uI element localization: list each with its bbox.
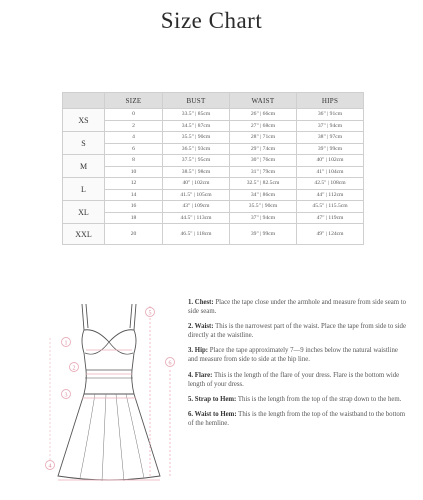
size-group-label: M — [63, 155, 105, 178]
table-cell: 6 — [105, 143, 163, 155]
table-cell: 32.5" | 82.5cm — [230, 178, 297, 190]
table-cell: 27" | 68cm — [230, 120, 297, 132]
table-cell: 4 — [105, 132, 163, 144]
table-cell: 28" | 71cm — [230, 132, 297, 144]
table-cell: 41" | 104cm — [297, 166, 364, 178]
table-cell: 18 — [105, 212, 163, 224]
table-cell: 42.5" | 108cm — [297, 178, 364, 190]
table-cell: 38.5" | 98cm — [163, 166, 230, 178]
table-row — [63, 224, 364, 245]
svg-text:2: 2 — [72, 365, 76, 372]
header-waist: WAIST — [230, 93, 297, 109]
svg-text:1: 1 — [64, 340, 68, 347]
table-cell: 40" | 102cm — [297, 155, 364, 167]
instruction-waist: 2. Waist: This is the narrowest part of the waist. Place the tape from side to side directly at the waistline. — [188, 323, 406, 340]
table-cell: 44.5" | 113cm — [163, 212, 230, 224]
table-cell: 16 — [105, 201, 163, 213]
table-cell: 29" | 74cm — [230, 143, 297, 155]
table-cell: 36.5" | 93cm — [163, 143, 230, 155]
table-cell: 34" | 86cm — [230, 189, 297, 201]
table-row — [63, 189, 364, 201]
size-group-label: L — [63, 178, 105, 201]
size-chart-table — [62, 92, 364, 245]
marker-1-icon — [62, 338, 71, 347]
size-group-label: S — [63, 132, 105, 155]
marker-3-icon — [62, 390, 71, 399]
svg-text:4: 4 — [48, 463, 52, 470]
table-row — [63, 109, 364, 121]
table-row — [63, 201, 364, 213]
instruction-chest: 1. Chest: Place the tape close under the armhole and measure from side seam to side seam. — [188, 299, 407, 315]
table-cell: 8 — [105, 155, 163, 167]
table-cell: 33.5" | 85cm — [163, 109, 230, 121]
table-cell: 30" | 76cm — [230, 155, 297, 167]
size-group-label: XXL — [63, 224, 105, 245]
dress-icon — [40, 298, 185, 493]
table-cell: 12 — [105, 178, 163, 190]
table-cell: 2 — [105, 120, 163, 132]
table-row — [63, 166, 364, 178]
table-cell: 34.5" | 87cm — [163, 120, 230, 132]
table-cell: 46.5" | 118cm — [163, 224, 230, 245]
instruction-strap-to-hem: 5. Strap to Hem: This is the length from the top of the strap down to the hem. — [188, 395, 402, 403]
header-size: SIZE — [105, 93, 163, 109]
table-cell: 20 — [105, 224, 163, 245]
table-cell: 35.5" | 90cm — [163, 132, 230, 144]
size-group-label: XS — [63, 109, 105, 132]
svg-text:3: 3 — [64, 392, 68, 399]
table-cell: 31" | 79cm — [230, 166, 297, 178]
table-cell: 41.5" | 105cm — [163, 189, 230, 201]
table-cell: 35.5" | 90cm — [230, 201, 297, 213]
header-bust: BUST — [163, 93, 230, 109]
marker-5-icon — [146, 308, 155, 317]
table-cell: 14 — [105, 189, 163, 201]
table-cell: 45.5" | 115.5cm — [297, 201, 364, 213]
header-hips: HIPS — [297, 93, 364, 109]
table-cell: 43" | 109cm — [163, 201, 230, 213]
table-row — [63, 120, 364, 132]
table-cell: 37" | 94cm — [297, 120, 364, 132]
table-row — [63, 155, 364, 167]
table-cell: 37" | 94cm — [230, 212, 297, 224]
table-cell: 37.5" | 95cm — [163, 155, 230, 167]
measurement-instructions — [188, 298, 408, 434]
header-blank — [63, 93, 105, 109]
table-cell: 39" | 99cm — [297, 143, 364, 155]
table-header-row — [63, 93, 364, 109]
size-chart-table-wrap — [62, 92, 362, 245]
dress-measurement-diagram — [40, 298, 185, 493]
table-row — [63, 178, 364, 190]
table-cell: 47" | 119cm — [297, 212, 364, 224]
marker-4-icon — [46, 461, 55, 470]
table-row — [63, 143, 364, 155]
table-cell: 0 — [105, 109, 163, 121]
marker-6-icon — [166, 358, 175, 367]
instruction-waist-to-hem: 6. Waist to Hem: This is the length from the top of the waistband to the bottom of the hemline. — [188, 410, 406, 427]
page-title: Size Chart — [160, 8, 263, 33]
table-cell: 49" | 124cm — [297, 224, 364, 245]
table-cell: 38" | 97cm — [297, 132, 364, 144]
table-row — [63, 212, 364, 224]
instruction-flare: 4. Flare: This is the length of the flare of your dress. Flare is the bottom wide length of your dress. — [188, 371, 400, 388]
table-cell: 36" | 91cm — [297, 109, 364, 121]
table-cell: 26" | 66cm — [230, 109, 297, 121]
table-cell: 40" | 102cm — [163, 178, 230, 190]
svg-text:5: 5 — [148, 310, 152, 317]
instruction-hip: 3. Hip: Place the tape approximately 7—9 inches below the natural waistline and measure from side to side at the hip line. — [188, 347, 398, 364]
table-cell: 10 — [105, 166, 163, 178]
svg-text:6: 6 — [168, 360, 172, 367]
table-cell: 39" | 99cm — [230, 224, 297, 245]
size-group-label: XL — [63, 201, 105, 224]
table-cell: 44" | 112cm — [297, 189, 364, 201]
table-row — [63, 132, 364, 144]
marker-2-icon — [70, 363, 79, 372]
